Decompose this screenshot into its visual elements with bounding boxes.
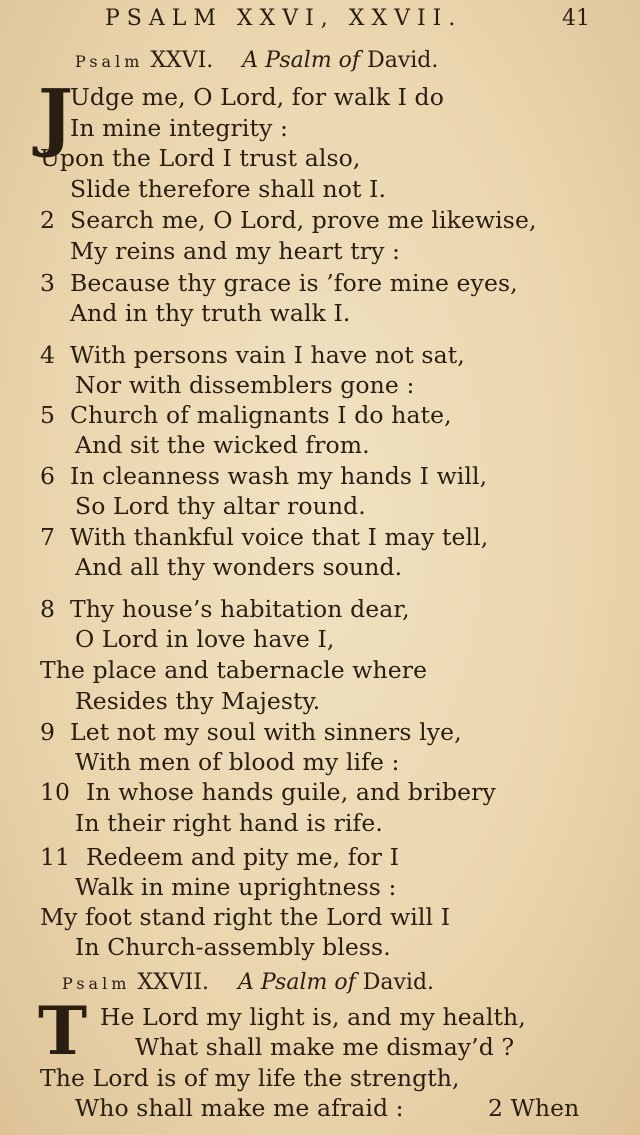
verse-line: In cleanness wash my hands I will, <box>70 462 488 490</box>
psalm-27-title <box>62 968 434 999</box>
verse-number: 9 <box>40 718 55 746</box>
verse-line: Search me, O Lord, prove me likewise, <box>70 206 537 234</box>
psalm-subtitle: A Psalm of <box>237 970 356 995</box>
verse-number: 3 <box>40 269 55 297</box>
catchword: 2 When <box>488 1094 580 1122</box>
verse-line: In Church-assembly bless. <box>75 933 391 961</box>
psalm-number: XXVII. <box>137 970 209 995</box>
verse-line: The Lord is of my life the strength, <box>40 1064 460 1092</box>
verse-line: Walk in mine uprightness : <box>75 873 397 901</box>
verse-line: With thankful voice that I may tell, <box>70 523 489 551</box>
verse-line: Church of malignants I do hate, <box>70 401 452 429</box>
psalm-word: Psalm <box>62 974 131 993</box>
verse-line: Resides thy Majesty. <box>75 687 321 715</box>
verse-line: Thy house’s habitation dear, <box>70 595 410 623</box>
verse-number: 5 <box>40 401 55 429</box>
verse-number: 4 <box>40 341 55 369</box>
verse-number: 10 <box>40 778 70 806</box>
verse-line: Upon the Lord I trust also, <box>40 144 361 172</box>
verse-line: Who shall make me afraid : <box>75 1094 404 1122</box>
verse-line: In mine integrity : <box>70 114 289 142</box>
verse-line: In their right hand is rife. <box>75 809 383 837</box>
psalm-26-title <box>75 46 438 77</box>
verse-number: 2 <box>40 206 55 234</box>
psalm-word: Psalm <box>75 52 144 71</box>
verse-line: In whose hands guile, and bribery <box>86 778 496 806</box>
verse-line: O Lord in love have I, <box>75 625 335 653</box>
verse-line: With men of blood my life : <box>75 748 400 776</box>
verse-line: Let not my soul with sinners lye, <box>70 718 462 746</box>
verse-line: What shall make me dismay’d ? <box>135 1033 515 1061</box>
verse-line: And all thy wonders sound. <box>75 553 403 581</box>
drop-cap: J <box>38 74 74 160</box>
verse-line: He Lord my light is, and my health, <box>100 1003 526 1031</box>
verse-line: And sit the wicked from. <box>75 431 370 459</box>
verse-line: The place and tabernacle where <box>40 656 428 684</box>
verse-line: So Lord thy altar round. <box>75 492 366 520</box>
verse-line: My foot stand right the Lord will I <box>40 903 451 931</box>
psalm-author: David. <box>367 48 439 73</box>
page-number: 41 <box>562 6 590 31</box>
verse-line: Because thy grace is ’fore mine eyes, <box>70 269 518 297</box>
verse-number: 11 <box>40 843 70 871</box>
verse-line: My reins and my heart try : <box>70 237 401 265</box>
running-header: PSALM XXVI, XXVII. <box>105 6 463 31</box>
drop-cap: T <box>38 992 88 1070</box>
verse-line: Redeem and pity me, for I <box>86 843 400 871</box>
verse-number: 6 <box>40 462 55 490</box>
verse-line: Udge me, O Lord, for walk I do <box>70 83 444 111</box>
verse-line: Nor with dissemblers gone : <box>75 371 415 399</box>
verse-number: 8 <box>40 595 55 623</box>
psalm-subtitle: A Psalm of <box>242 48 361 73</box>
verse-line: Slide therefore shall not I. <box>70 175 387 203</box>
verse-number: 7 <box>40 523 55 551</box>
psalm-author: David. <box>362 970 435 995</box>
verse-line: And in thy truth walk I. <box>70 299 351 327</box>
psalm-number: XXVI. <box>150 48 214 73</box>
verse-line: With persons vain I have not sat, <box>70 341 465 369</box>
